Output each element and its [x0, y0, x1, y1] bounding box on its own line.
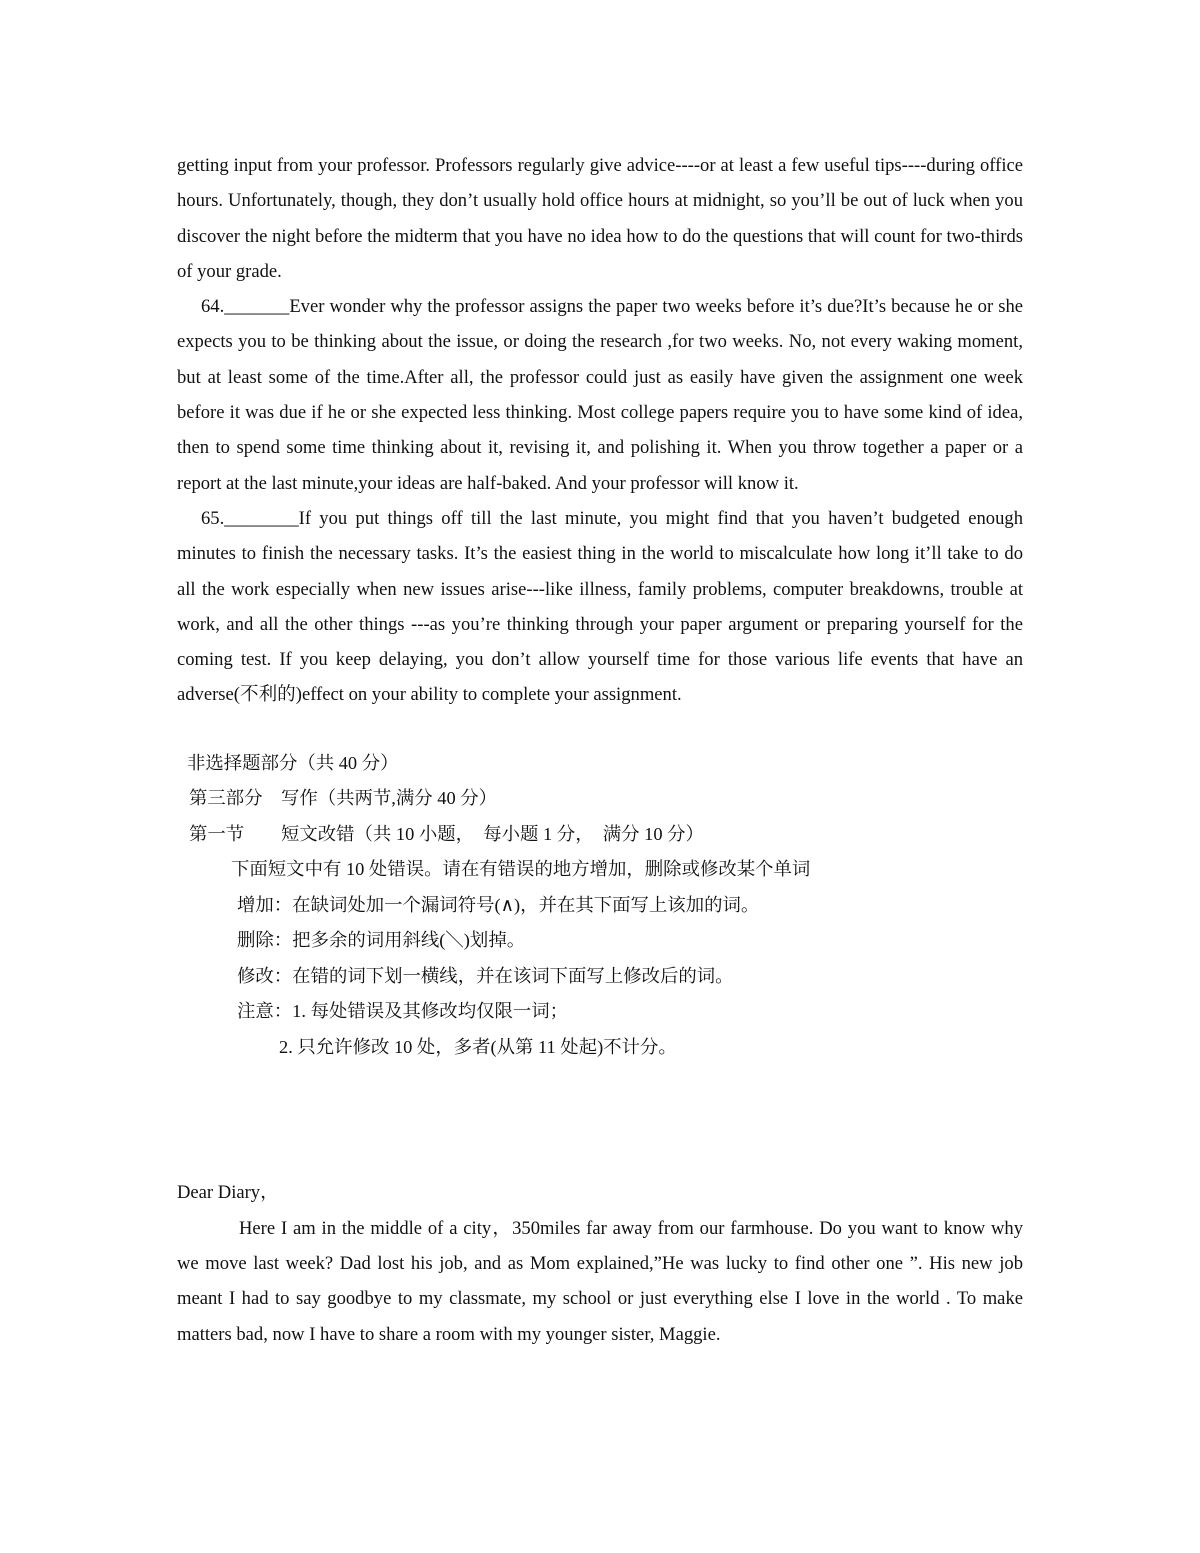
- question-65-text: If you put things off till the last minute, you might find that you haven’t budgeted enough minutes to finish the necessary tasks. It’s the easiest thing in the world to miscalculate how long it’ll take to do all the work especially when new issues arise---like illness, family problems, computer breakdowns, trouble at work, and all the other things ---as you’re thinking through your paper argument or preparing yourself for the coming test. If you keep delaying, you don’t allow yourself time for those various life events that have an adverse(不利的)effect on your ability to complete your assignment.: [177, 507, 1023, 706]
- question-64-number: 64.: [201, 296, 225, 318]
- question-65-blank[interactable]: ________: [224, 507, 299, 529]
- question-64-text: Ever wonder why the professor assigns the paper two weeks before it’s due?It’s because he or she expects you to be thinking about the issue, or doing the research ,for two weeks. No, not every waking moment, but at least some of the time.After all, the professor could just as easily have given the assignment one week before it was due if he or she expected less thinking. Most college papers require you to have some kind of idea, then to spend some time thinking about it, revising it, and polishing it. When you throw together a paper or a report at the last minute,your ideas are half-baked. And your professor will know it.: [177, 296, 1023, 494]
- instruction-note-1: 注意：1. 每处错误及其修改均仅限一词；: [237, 1001, 569, 1022]
- reading-paragraph-continued: getting input from your professor. Professors regularly give advice----or at least a few useful tips----during office hours. Unfortunately, though, they don’t usually hold office hours at midnight, so you’ll be out of luck when you discover the night before the midterm that you have no idea how to do the questions that will count for two-thirds of your grade.: [177, 155, 1023, 282]
- section-title: 非选择题部分（共 40 分）: [187, 752, 399, 773]
- exam-page: [177, 148, 1023, 1352]
- instruction-modify-rule: 修改：在错的词下划一横线，并在该词下面写上修改后的词。: [237, 965, 734, 986]
- diary-body: Here I am in the middle of a city，350miles far away from our farmhouse. Do you want to know why we move last week? Dad lost his job, and as Mom explained,”He was lucky to find other one ”. His new job meant I had to say goodbye to my classmate, my school or just everything else I love in the world . To make matters bad, now I have to share a room with my younger sister, Maggie.: [177, 1217, 1023, 1345]
- instruction-intro: 下面短文中有 10 处错误。请在有错误的地方增加，删除或修改某个单词: [231, 859, 811, 880]
- question-65-paragraph: [177, 501, 1023, 713]
- writing-instructions: [177, 746, 1023, 1066]
- diary-passage: [177, 1175, 1023, 1352]
- instruction-note-2: 2. 只允许修改 10 处，多者(从第 11 处起)不计分。: [279, 1036, 677, 1057]
- subsection-title: 第一节 短文改错（共 10 小题， 每小题 1 分， 满分 10 分）: [189, 823, 704, 844]
- diary-greeting: Dear Diary，: [177, 1182, 279, 1204]
- part-title: 第三部分 写作（共两节,满分 40 分）: [189, 788, 498, 809]
- question-64-blank[interactable]: _______: [224, 296, 290, 318]
- instruction-delete-rule: 删除：把多余的词用斜线(＼)划掉。: [237, 930, 526, 951]
- question-64-paragraph: [177, 289, 1023, 501]
- question-65-number: 65.: [201, 507, 225, 529]
- instruction-add-rule: 增加：在缺词处加一个漏词符号(∧)，并在其下面写上该加的词。: [237, 894, 760, 915]
